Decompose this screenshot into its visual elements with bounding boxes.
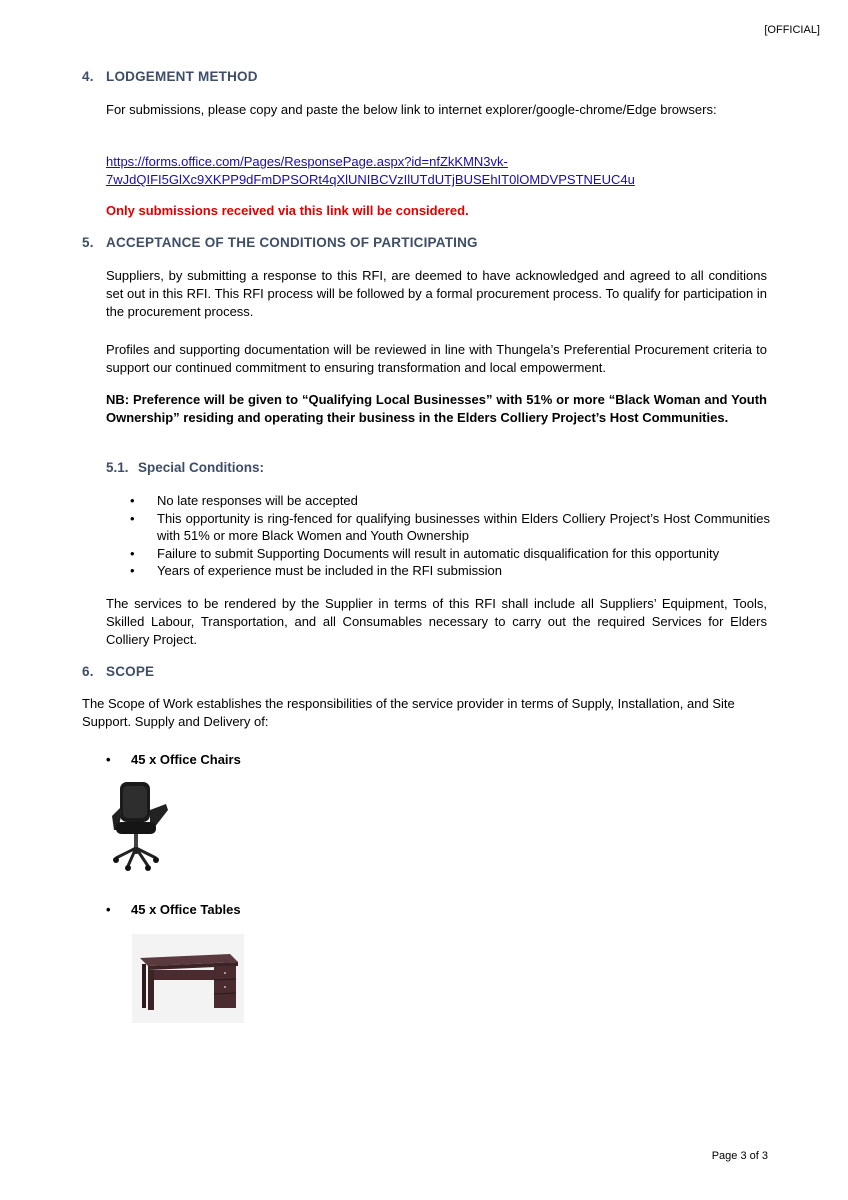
- bullet-icon: •: [106, 752, 111, 767]
- list-item: • No late responses will be accepted: [130, 492, 770, 510]
- list-item: • Years of experience must be included in the RFI submission: [130, 562, 770, 580]
- subsection-number: 5.1.: [106, 460, 129, 475]
- profiles-paragraph: Profiles and supporting documentation will be reviewed in line with Thungela’s Preferential Procurement criteria to support our continued commitment to ensuring transformation and local empowerment.: [106, 342, 767, 375]
- section-6-number: 6.: [82, 664, 94, 679]
- nb-preference-paragraph: NB: Preference will be given to “Qualifying Local Businesses” with 51% or more “Black Woman and Youth Ownership” residing and operating their business in the Elders Colliery Project’s Host Communities.: [106, 392, 767, 425]
- section-5-title: ACCEPTANCE OF THE CONDITIONS OF PARTICIPATING: [106, 235, 478, 250]
- submission-link-line-2[interactable]: 7wJdQIFI5GlXc9XKPP9dFmDPSORt4qXlUNIBCVzIlUTdUTjBUSEhIT0lOMDVPSTNEUC4u: [106, 172, 635, 187]
- acceptance-paragraph: Suppliers, by submitting a response to this RFI, are deemed to have acknowledged and agreed to all conditions set out in this RFI. This RFI process will be followed by a formal procurement process. To qualify for participation in the procurement process.: [106, 268, 767, 319]
- scope-item-label: 45 x Office Tables: [131, 902, 241, 917]
- submission-link[interactable]: [106, 153, 767, 189]
- list-item: • This opportunity is ring-fenced for qualifying businesses within Elders Colliery Project’s Host Communities with 51% or more Black Women and Youth Ownership: [130, 510, 770, 545]
- special-conditions-heading: [106, 460, 264, 475]
- section-4-heading: [82, 69, 258, 84]
- section-6-heading: [82, 664, 154, 679]
- scope-item-label: 45 x Office Chairs: [131, 752, 241, 767]
- page-number: Page 3 of 3: [711, 1150, 768, 1162]
- services-paragraph: The services to be rendered by the Supplier in terms of this RFI shall include all Suppliers’ Equipment, Tools, Skilled Labour, Transportation, and all Consumables necessary to carry out the required Services for Elders Colliery Project.: [106, 596, 767, 647]
- classification-label: [OFFICIAL]: [764, 24, 820, 36]
- section-6-title: SCOPE: [106, 664, 155, 679]
- scope-item-tables: [106, 902, 241, 917]
- office-chair-image: [106, 780, 174, 872]
- section-5-number: 5.: [82, 235, 94, 250]
- section-5-heading: [82, 235, 478, 250]
- list-item: • Failure to submit Supporting Documents will result in automatic disqualification for this opportunity: [130, 545, 770, 563]
- section-4-title: LODGEMENT METHOD: [106, 69, 258, 84]
- scope-item-chairs: [106, 752, 241, 767]
- office-table-image: [132, 934, 244, 1023]
- scope-intro: The Scope of Work establishes the responsibilities of the service provider in terms of Supply, Installation, and Site Support. Supply and Delivery of:: [82, 696, 735, 729]
- special-conditions-list: [130, 492, 770, 580]
- lodgement-intro: For submissions, please copy and paste the below link to internet explorer/google-chrome/Edge browsers:: [106, 102, 717, 117]
- bullet-icon: •: [106, 902, 111, 917]
- submission-link-line-1[interactable]: https://forms.office.com/Pages/ResponsePage.aspx?id=nfZkKMN3vk-: [106, 154, 508, 169]
- section-4-number: 4.: [82, 69, 94, 84]
- subsection-title: Special Conditions:: [138, 460, 265, 475]
- submission-notice: Only submissions received via this link will be considered.: [106, 203, 469, 218]
